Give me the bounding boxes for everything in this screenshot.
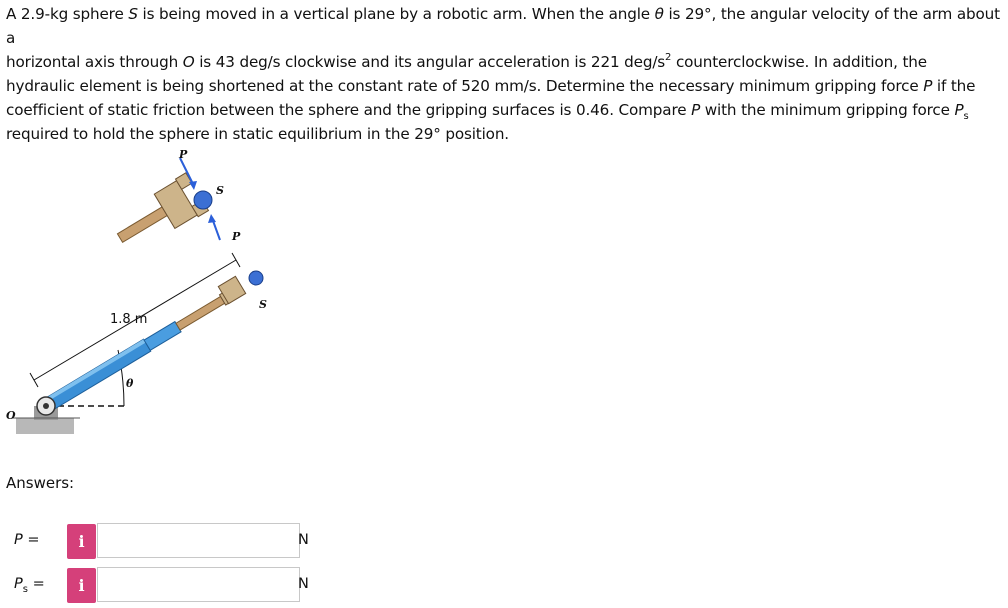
label-P-top: P: [179, 148, 188, 161]
label-O: O: [6, 409, 16, 422]
info-icon[interactable]: i: [67, 524, 96, 559]
ground-base: [16, 418, 74, 434]
label-S-top: S: [216, 184, 224, 197]
unit-label: N: [298, 576, 309, 592]
robotic-arm-figure: [0, 140, 300, 440]
answer-input-P[interactable]: [97, 523, 300, 558]
unit-label: N: [298, 532, 309, 548]
info-icon[interactable]: i: [67, 568, 96, 603]
label-P-lower: P: [232, 230, 241, 243]
sphere-lower: [249, 271, 263, 285]
robot-arm-lower: [42, 283, 245, 412]
label-theta: θ: [126, 377, 134, 390]
answer-input-Ps[interactable]: [97, 567, 300, 602]
problem-statement: A 2.9-kg sphere S is being moved in a vertical plane by a robotic arm. When the angle θ is 29°, the angular velocity of the arm about a horizontal axis through O is 43 deg/s clockwise and its angular acceleration is 221 deg/$s^2$ counterclockwise. In addition, the hydraulic element is being shortened at the constant rate of 520 mm/s. Determine the necessary minimum gripping force P if the coefficient of static friction between the sphere and the gripping surfaces is 0.46. Compare P with the minimum gripping force $P_s$ required to hold the sphere in static equilibrium in the 29° position.: [6, 5, 1000, 143]
answer-label-P: P =: [14, 532, 40, 548]
label-S-arm: S: [259, 298, 267, 311]
answer-label-Ps: $P_s$ =: [14, 576, 45, 595]
length-label: 1.8 m: [110, 312, 148, 327]
answer-row-P: [0, 522, 330, 560]
sphere-detail: [194, 191, 212, 209]
answers-heading: Answers:: [6, 474, 75, 492]
answer-row-Ps: [0, 566, 330, 604]
